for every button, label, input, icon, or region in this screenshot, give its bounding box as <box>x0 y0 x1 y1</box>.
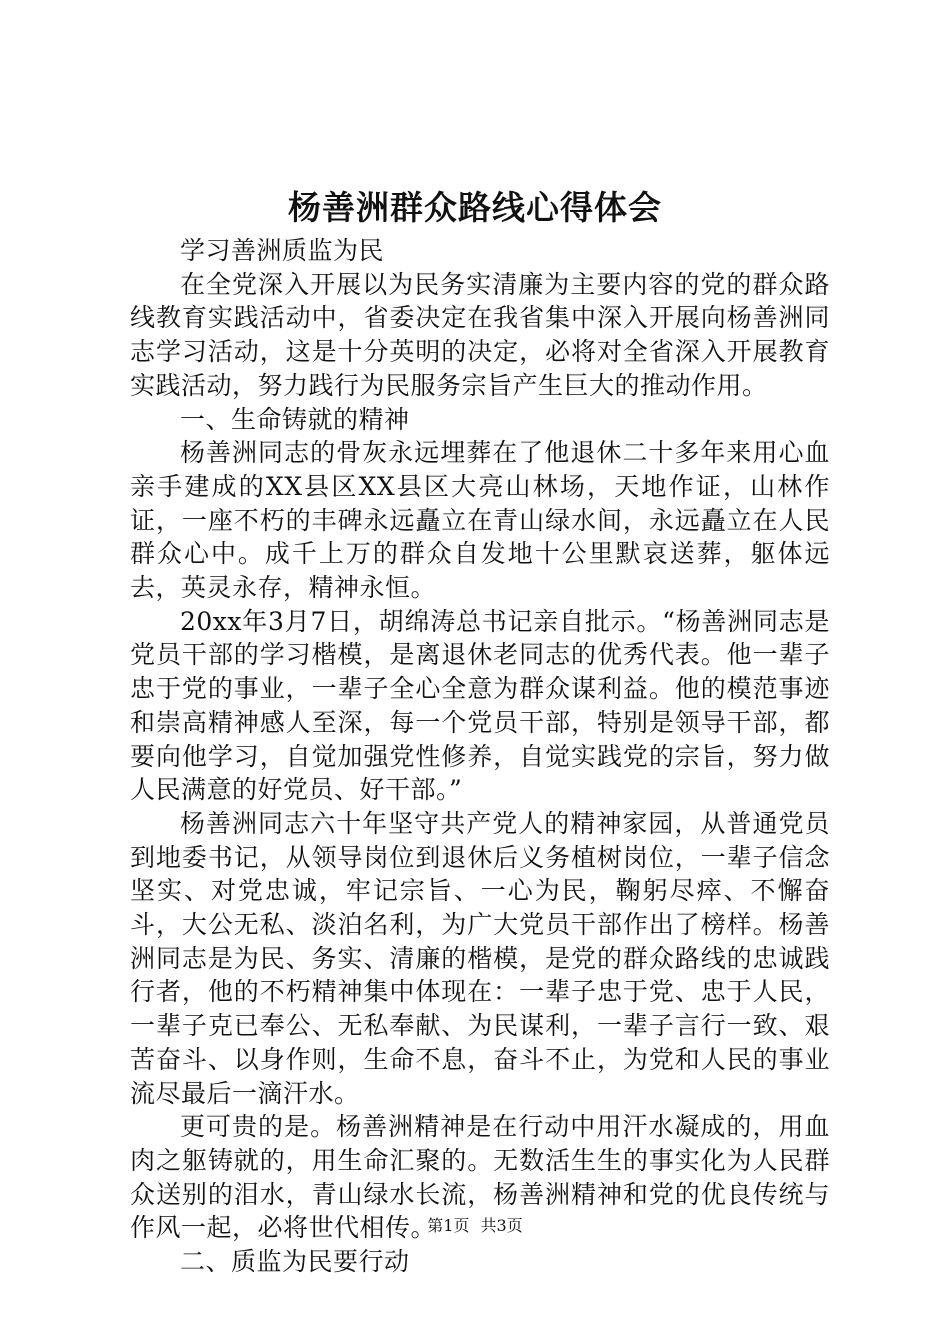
paragraph: 20xx年3月7日，胡绵涛总书记亲自批示。“杨善洲同志是党员干部的学习楷模，是离退休老同志的优秀代表。他一辈子忠于党的事业，一辈子全心全意为群众谋利益。他的模范事迹和崇高精神感人至深，每一个党员干部，特别是领导干部，都要向他学习，自觉加强党性修养，自觉实践党的宗旨，努力做人民满意的好党员、好干部。” <box>130 606 830 805</box>
section-heading: 一、生命铸就的精神 <box>180 404 410 434</box>
page-total: 共3页 <box>480 1216 523 1235</box>
document-title: 杨善洲群众路线心得体会 <box>288 188 662 227</box>
section-heading: 二、质监为民要行动 <box>180 1247 410 1277</box>
page-footer <box>0 1216 950 1236</box>
paragraph-subtitle: 学习善洲质监为民 <box>180 236 385 265</box>
paragraph: 杨善洲同志的骨灰永远埋葬在了他退休二十多年来用心血亲手建成的XX县区XX县区大亮山林场，天地作证，山林作证，一座不朽的丰碑永远矗立在青山绿水间，永远矗立在人民群众心中。成千上万的群众自发地十公里默哀送葬，躯体远去，英灵永存，精神永恒。 <box>130 438 830 603</box>
paragraph: 更可贵的是。杨善洲精神是在行动中用汗水凝成的，用血肉之躯铸就的，用生命汇聚的。无数活生生的事实化为人民群众送别的泪水，青山绿水长流，杨善洲精神和党的优良传统与作风一起，必将世代相传。 <box>130 1112 830 1243</box>
page-number: 第1页 <box>427 1216 470 1235</box>
document-body <box>130 234 830 1279</box>
paragraph: 在全党深入开展以为民务实清廉为主要内容的党的群众路线教育实践活动中，省委决定在我省集中深入开展向杨善洲同志学习活动，这是十分英明的决定，必将对全省深入开展教育实践活动，努力践行为民服务宗旨产生巨大的推动作用。 <box>130 269 830 400</box>
paragraph: 杨善洲同志六十年坚守共产党人的精神家园，从普通党员到地委书记，从领导岗位到退休后义务植树岗位，一辈子信念坚实、对党忠诚，牢记宗旨、一心为民，鞠躬尽瘁、不懈奋斗，大公无私、淡泊名利，为广大党员干部作出了榜样。杨善洲同志是为民、务实、清廉的楷模，是党的群众路线的忠诚践行者，他的不朽精神集中体现在：一辈子忠于党、忠于人民，一辈子克已奉公、无私奉献、为民谋利，一辈子言行一致、艰苦奋斗、以身作则，生命不息，奋斗不止，为党和人民的事业流尽最后一滴汗水。 <box>130 808 830 1108</box>
